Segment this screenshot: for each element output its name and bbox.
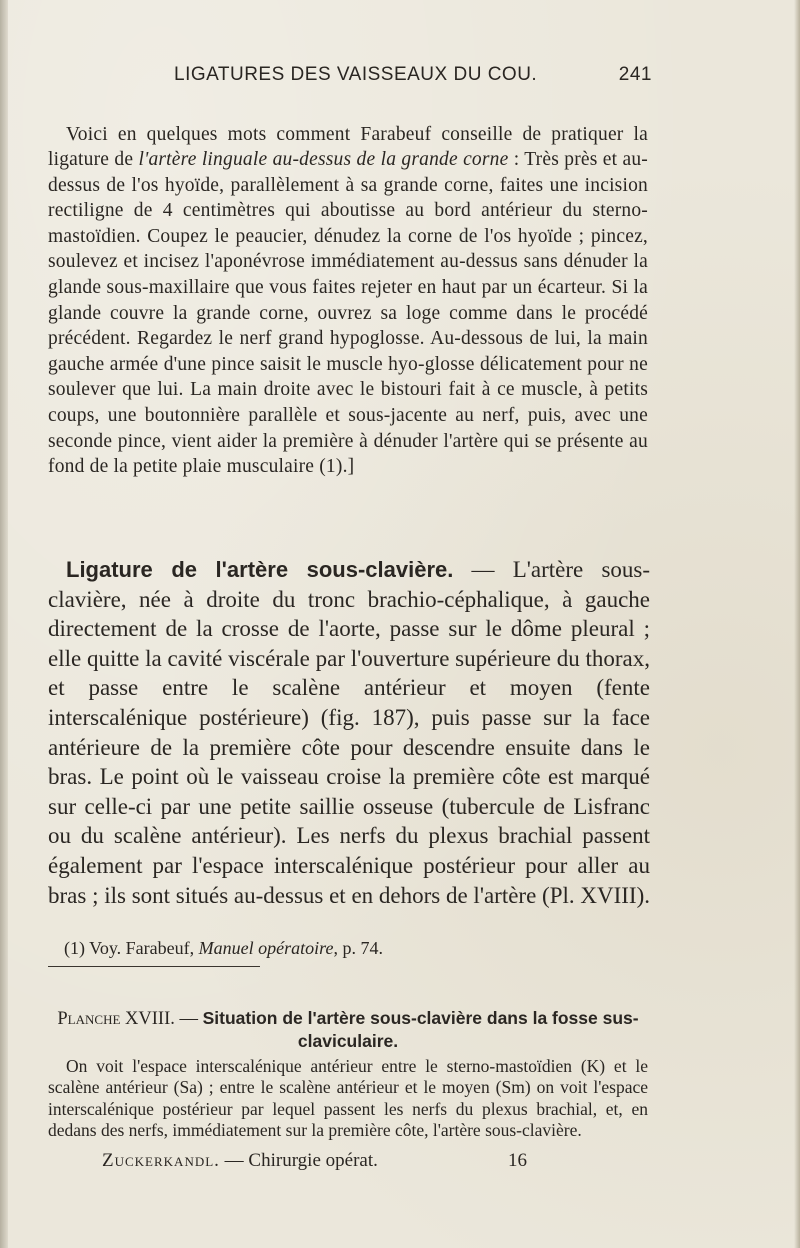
plate-caption [48, 1007, 648, 1053]
page-number: 241 [618, 64, 652, 85]
paragraph-subclavian-artery [48, 555, 650, 910]
horizontal-rule [48, 966, 260, 967]
page-binding-edge [0, 0, 8, 1248]
paragraph1-rest: : Très près et au-dessus de l'os hyoïde, parallèlement à sa grande corne, faites une incision rectiligne de 4 centimètres qui aboutisse au bord antérieur du sterno-mastoïdien. Coupez le peaucier, dénudez la corne de l'os hyoïde ; pincez, soulevez et incisez l'aponévrose immédiatement au-dessus sans dénuder la glande sous-maxillaire que vous faites rejeter en haut par un écarteur. Si la glande couvre la grande corne, ouvrez sa loge comme dans le procédé précédent. Regardez le nerf grand hypoglosse. Au-dessous de lui, la main gauche armée d'une pince saisit le muscle hyo-glosse délicatement pour ne soulever que lui. La main droite avec le bistouri fait à ce muscle, à petits coups, une boutonnière parallèle et sous-jacente au nerf, puis, avec une seconde pince, vient aider la première à dénuder l'artère qui se présente au fond de la petite plaie musculaire (1).] [48, 149, 648, 478]
printer-signature [102, 1150, 562, 1176]
footnote-italic: Manuel opératoire [198, 938, 334, 958]
running-title: LIGATURES DES VAISSEAUX DU COU. [174, 64, 538, 85]
paragraph-lingual-artery [48, 122, 648, 480]
paragraph1-intro: Voici en quelques mots comment Farabeuf conseille de pratiquer la ligature de [48, 123, 648, 171]
plate-title: Situation de l'artère sous-clavière dans la fosse sus-claviculaire. [202, 1007, 639, 1051]
signature-sheet-number: 16 [508, 1150, 527, 1171]
signature-work: — Chirurgie opérat. [219, 1150, 378, 1171]
signature-author: Zuckerkandl. [102, 1150, 220, 1171]
plate-dash: — [174, 1008, 203, 1029]
footnote-prefix: (1) Voy. Farabeuf, [64, 938, 199, 958]
paragraph2-body: — L'artère sous-clavière, née à droite du tronc brachio-céphalique, à gauche directement de la crosse de l'aorte, passe sur le dôme pleural ; elle quitte la cavité viscérale par l'ouverture supérieure du thorax, et passe entre le scalène antérieur et moyen (fente interscalénique postérieure) (fig. 187), puis passe sur la face antérieure de la première côte pour descendre ensuite dans le bras. Le point où le vaisseau croise la première côte est marqué sur celle-ci par une petite saillie osseuse (tubercule de Lisfranc ou du scalène antérieur). Les nerfs du plexus brachial passent également par l'espace interscalénique postérieur pour aller au bras ; ils sont situés au-dessus et en dehors de l'artère (Pl. XVIII). [48, 557, 651, 908]
section-heading: Ligature de l'artère sous-clavière. [66, 557, 454, 582]
plate-description: On voit l'espace interscalénique antérieur entre le sterno-mastoïdien (K) et le scalène antérieur (Sa) ; entre le scalène antérieur et le moyen (Sm) on voit l'espace interscalénique postérieur par lequel passent les nerfs du plexus brachial, et, en dedans des nerfs, immédiatement sur la première côte, l'artère sous-clavière. [48, 1055, 648, 1140]
running-header [48, 64, 652, 94]
footnote-suffix: , p. 74. [333, 938, 383, 958]
plate-label: Planche XVIII. [57, 1008, 175, 1029]
paragraph1-italic: l'artère linguale au-dessus de la grande corne [138, 149, 509, 171]
page-right-edge [794, 0, 800, 1248]
footnote [64, 936, 644, 960]
